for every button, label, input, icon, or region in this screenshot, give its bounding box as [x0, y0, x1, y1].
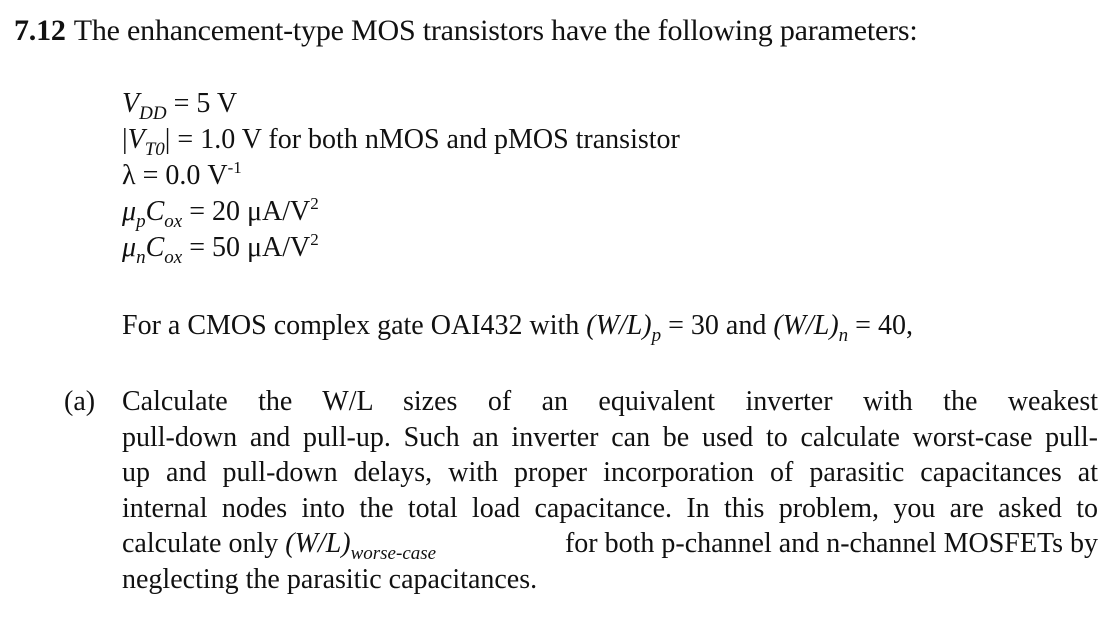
gate-statement [122, 310, 913, 346]
param-symbol: λ [122, 160, 136, 191]
param-lambda [122, 158, 680, 194]
wl-n-subscript: n [838, 325, 849, 346]
part-a-line: pull-down and pull-up. Such an inverter can be used to calculate worst-case pull- [122, 421, 1098, 453]
line5-post: for both p-channel and n-channel MOSFETs by [564, 528, 1098, 559]
part-a-line: up and pull-down delays, with proper incorporation of parasitic capacitances at [122, 457, 1098, 488]
param-abs-close: | [164, 124, 171, 155]
param-subscript: T0 [144, 139, 165, 160]
param-value: = 20 μA/V [189, 196, 311, 227]
line5-start [122, 526, 436, 562]
part-a-line: neglecting the parasitic capacitances. [122, 563, 538, 595]
wl-n: (W/L) [773, 310, 839, 341]
param-subscript: DD [139, 103, 167, 124]
part-a-text [122, 384, 1098, 597]
param-value: = 50 μA/V [189, 232, 311, 263]
param-superscript: 2 [310, 194, 319, 213]
param-symbol: V [122, 88, 140, 119]
problem-heading [14, 14, 918, 48]
param-symbol: μ [122, 196, 137, 227]
problem-number: 7.12 [14, 14, 66, 47]
gate-text-end: = 40, [855, 310, 913, 341]
param-up-cox [122, 194, 680, 230]
param-superscript: 2 [310, 230, 319, 249]
line5-subscript: worse-case [350, 543, 437, 564]
part-a-line [122, 526, 1098, 562]
param-value: = 5 V [173, 88, 238, 119]
param-value: = 0.0 V [142, 160, 228, 191]
param-value: = 1.0 V for both nMOS and pMOS transistor [177, 124, 680, 155]
param-symbol: μ [122, 232, 137, 263]
parameter-list [122, 86, 680, 266]
part-a-line: Calculate the W/L sizes of an equivalent inverter with the weakest [122, 386, 1098, 417]
param-vt0 [122, 122, 680, 158]
param-superscript: -1 [227, 158, 242, 177]
param-vdd [122, 86, 680, 122]
line5-wl: (W/L) [285, 528, 351, 559]
param-subscript-2: ox [164, 247, 183, 268]
line5-pre: calculate only [122, 528, 286, 559]
param-symbol: V [127, 124, 145, 155]
param-un-cox [122, 230, 680, 266]
gate-text-mid: = 30 and [668, 310, 774, 341]
param-abs-open: | [122, 124, 128, 155]
param-subscript-2: ox [164, 211, 183, 232]
wl-p-subscript: p [651, 325, 662, 346]
param-symbol-2: C [145, 196, 165, 227]
part-a-label: (a) [64, 386, 96, 417]
param-subscript: p [136, 211, 146, 232]
part-a-line: internal nodes into the total load capacitance. In this problem, you are asked to [122, 492, 1098, 524]
wl-p: (W/L) [586, 310, 652, 341]
param-subscript: n [136, 247, 146, 268]
param-symbol-2: C [145, 232, 165, 263]
gate-text: For a CMOS complex gate OAI432 with [122, 310, 587, 341]
problem-statement: The enhancement-type MOS transistors have the following parameters: [73, 14, 918, 47]
